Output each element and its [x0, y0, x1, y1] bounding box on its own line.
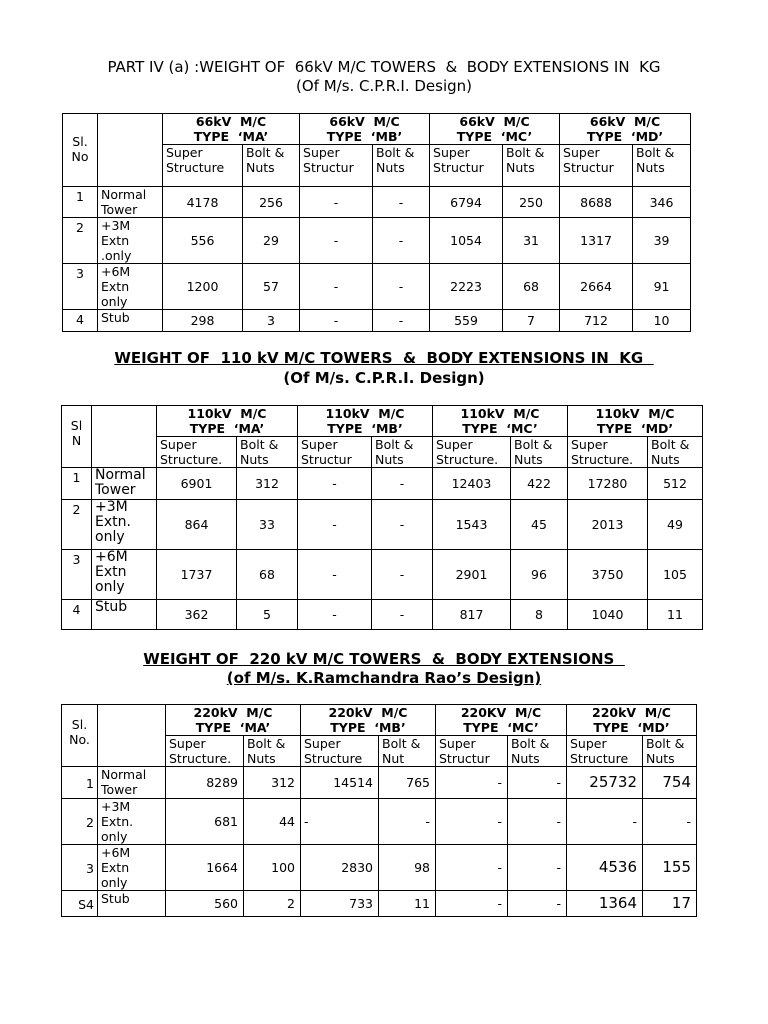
row-value: 2013 [568, 500, 648, 550]
table-row [62, 799, 697, 845]
row-sl: 3 [62, 845, 98, 891]
subheader-cell: Super Structure. [166, 736, 244, 767]
row-value: 2830 [301, 845, 379, 891]
row-sl: 2 [63, 218, 98, 264]
row-sl: 4 [62, 600, 92, 630]
desc-header [98, 114, 163, 187]
row-value: - [643, 799, 697, 845]
row-value: 57 [243, 264, 300, 310]
row-value: - [373, 187, 430, 218]
header-row [62, 705, 697, 736]
row-sl: 2 [62, 799, 98, 845]
row-value: 6901 [157, 468, 237, 500]
row-desc: Normal Tower [92, 468, 157, 500]
row-value: 250 [503, 187, 560, 218]
subheader-cell: Super Structure. [568, 437, 648, 468]
row-value: 2664 [560, 264, 633, 310]
row-value: 5 [237, 600, 298, 630]
type-header: 66kV M/C TYPE ‘MB’ [300, 114, 430, 145]
row-value: - [300, 264, 373, 310]
row-value: 4536 [567, 845, 643, 891]
row-value: 298 [163, 310, 243, 332]
subheader-cell: Super Structure [301, 736, 379, 767]
row-value: 44 [244, 799, 301, 845]
table-row [63, 264, 691, 310]
row-value: 45 [511, 500, 568, 550]
row-value: - [508, 891, 567, 917]
row-value: - [298, 600, 372, 630]
subheader-cell: Super Structur [436, 736, 508, 767]
row-value: - [300, 218, 373, 264]
table-110kv [61, 405, 703, 630]
row-value: - [379, 799, 436, 845]
row-desc: +3M Extn. only [98, 799, 166, 845]
row-sl: 4 [63, 310, 98, 332]
row-value: - [373, 310, 430, 332]
row-value: 68 [503, 264, 560, 310]
row-value: 11 [379, 891, 436, 917]
row-value: 312 [237, 468, 298, 500]
type-header: 220KV M/C TYPE ‘MC’ [436, 705, 567, 736]
row-value: - [373, 218, 430, 264]
row-value: 559 [430, 310, 503, 332]
section1-title: PART IV (a) :WEIGHT OF 66kV M/C TOWERS & BODY EXTENSIONS IN KG [107, 58, 661, 76]
subheader-cell: Bolt & Nuts [237, 437, 298, 468]
table-220kv [61, 704, 697, 917]
subheader-cell: Bolt & Nuts [643, 736, 697, 767]
row-desc: +6M Extn only [92, 550, 157, 600]
row-desc: +6M Extn only [98, 264, 163, 310]
row-value: 864 [157, 500, 237, 550]
table-row [62, 891, 697, 917]
type-header: 220kV M/C TYPE ‘MB’ [301, 705, 436, 736]
row-desc: +6M Extn only [98, 845, 166, 891]
table-66kv [62, 113, 691, 332]
row-value: 2901 [433, 550, 511, 600]
row-value: 1737 [157, 550, 237, 600]
section3-title: WEIGHT OF 220 kV M/C TOWERS & BODY EXTENSIONS [143, 650, 625, 668]
row-value: 1317 [560, 218, 633, 264]
row-value: 96 [511, 550, 568, 600]
row-value: 1054 [430, 218, 503, 264]
subheader-cell: Bolt & Nuts [373, 145, 430, 187]
row-value: 39 [633, 218, 691, 264]
row-value: - [301, 799, 379, 845]
subheader-cell: Bolt & Nuts [503, 145, 560, 187]
sl-header: Sl. No. [62, 705, 98, 767]
subheader-cell: Bolt & Nuts [648, 437, 703, 468]
row-sl: 1 [63, 187, 98, 218]
row-value: - [372, 500, 433, 550]
row-value: - [436, 845, 508, 891]
row-value: - [300, 187, 373, 218]
row-value: 362 [157, 600, 237, 630]
type-header: 66kV M/C TYPE ‘MA’ [163, 114, 300, 145]
subheader-cell: Super Structure [163, 145, 243, 187]
section1-subtitle: (Of M/s. C.P.R.I. Design) [295, 77, 473, 95]
row-value: 1543 [433, 500, 511, 550]
row-value: 12403 [433, 468, 511, 500]
row-value: 512 [648, 468, 703, 500]
subheader-cell: Super Structur [298, 437, 372, 468]
row-value: 29 [243, 218, 300, 264]
row-value: - [298, 500, 372, 550]
sl-header: Sl. No [63, 114, 98, 187]
row-value: - [372, 550, 433, 600]
row-sl: S4 [62, 891, 98, 917]
row-value: 1040 [568, 600, 648, 630]
subheader-cell: Super Structure [567, 736, 643, 767]
row-desc: +3M Extn. only [92, 500, 157, 550]
row-sl: 1 [62, 767, 98, 799]
row-value: - [508, 767, 567, 799]
row-value: 8688 [560, 187, 633, 218]
row-sl: 3 [63, 264, 98, 310]
row-value: 256 [243, 187, 300, 218]
type-header: 110kV M/C TYPE ‘MC’ [433, 406, 568, 437]
row-value: 4178 [163, 187, 243, 218]
table-row [63, 218, 691, 264]
row-sl: 3 [62, 550, 92, 600]
type-header: 110kV M/C TYPE ‘MD’ [568, 406, 703, 437]
desc-header [98, 705, 166, 767]
subheader-cell: Bolt & Nuts [372, 437, 433, 468]
row-desc: Normal Tower [98, 187, 163, 218]
row-value: 346 [633, 187, 691, 218]
row-value: 155 [643, 845, 697, 891]
table-row [63, 187, 691, 218]
row-value: 91 [633, 264, 691, 310]
row-value: 2223 [430, 264, 503, 310]
row-desc: +3M Extn .only [98, 218, 163, 264]
subheader-cell: Bolt & Nuts [633, 145, 691, 187]
section2-subtitle: (Of M/s. C.P.R.I. Design) [283, 369, 485, 387]
sl-header: Sl N [62, 406, 92, 468]
row-desc: Stub [98, 310, 163, 332]
row-value: 98 [379, 845, 436, 891]
row-value: 8 [511, 600, 568, 630]
subheader-cell: Super Structur [430, 145, 503, 187]
row-value: - [436, 891, 508, 917]
subheader-cell: Super Structure. [433, 437, 511, 468]
row-desc: Stub [98, 891, 166, 917]
row-value: 17 [643, 891, 697, 917]
row-value: 31 [503, 218, 560, 264]
desc-header [92, 406, 157, 468]
row-value: - [508, 799, 567, 845]
subheader-cell: Bolt & Nuts [511, 437, 568, 468]
type-header: 110kV M/C TYPE ‘MA’ [157, 406, 298, 437]
row-desc: Stub [92, 600, 157, 630]
header-row [62, 406, 703, 437]
table-row [62, 767, 697, 799]
row-value: 7 [503, 310, 560, 332]
row-value: - [372, 468, 433, 500]
row-value: 1200 [163, 264, 243, 310]
table-row [62, 550, 703, 600]
subheader-cell: Super Structur [560, 145, 633, 187]
row-value: - [298, 550, 372, 600]
header-row [63, 114, 691, 145]
section3-subtitle: (of M/s. K.Ramchandra Rao’s Design) [226, 669, 542, 687]
row-value: 712 [560, 310, 633, 332]
row-value: 33 [237, 500, 298, 550]
row-value: 100 [244, 845, 301, 891]
row-value: 1664 [166, 845, 244, 891]
row-value: 556 [163, 218, 243, 264]
table-row [62, 845, 697, 891]
row-value: 10 [633, 310, 691, 332]
subheader-row [62, 437, 703, 468]
table-row [62, 468, 703, 500]
row-value: 17280 [568, 468, 648, 500]
row-value: 560 [166, 891, 244, 917]
row-value: 8289 [166, 767, 244, 799]
row-value: 3750 [568, 550, 648, 600]
subheader-cell: Super Structure. [157, 437, 237, 468]
subheader-cell: Bolt & Nuts [244, 736, 301, 767]
subheader-cell: Bolt & Nuts [508, 736, 567, 767]
row-value: 3 [243, 310, 300, 332]
type-header: 220kV M/C TYPE ‘MA’ [166, 705, 301, 736]
row-value: - [300, 310, 373, 332]
row-value: 312 [244, 767, 301, 799]
row-value: 105 [648, 550, 703, 600]
row-value: 1364 [567, 891, 643, 917]
subheader-cell: Bolt & Nut [379, 736, 436, 767]
row-value: 817 [433, 600, 511, 630]
row-value: - [298, 468, 372, 500]
row-value: 68 [237, 550, 298, 600]
row-sl: 1 [62, 468, 92, 500]
row-value: - [567, 799, 643, 845]
row-value: 2 [244, 891, 301, 917]
type-header: 220kV M/C TYPE ‘MD’ [567, 705, 697, 736]
row-value: - [436, 799, 508, 845]
row-value: - [373, 264, 430, 310]
subheader-cell: Super Structur [300, 145, 373, 187]
type-header: 66kV M/C TYPE ‘MC’ [430, 114, 560, 145]
subheader-cell: Bolt & Nuts [243, 145, 300, 187]
table-row [62, 600, 703, 630]
row-value: 11 [648, 600, 703, 630]
table-row [63, 310, 691, 332]
row-value: 765 [379, 767, 436, 799]
section2-title: WEIGHT OF 110 kV M/C TOWERS & BODY EXTENSIONS IN KG [114, 349, 654, 367]
row-value: 754 [643, 767, 697, 799]
row-value: - [436, 767, 508, 799]
table-row [62, 500, 703, 550]
row-value: 733 [301, 891, 379, 917]
row-value: 25732 [567, 767, 643, 799]
row-desc: Normal Tower [98, 767, 166, 799]
row-value: - [508, 845, 567, 891]
row-value: - [372, 600, 433, 630]
row-value: 49 [648, 500, 703, 550]
type-header: 66kV M/C TYPE ‘MD’ [560, 114, 691, 145]
row-value: 14514 [301, 767, 379, 799]
row-value: 422 [511, 468, 568, 500]
row-sl: 2 [62, 500, 92, 550]
row-value: 6794 [430, 187, 503, 218]
type-header: 110kV M/C TYPE ‘MB’ [298, 406, 433, 437]
row-value: 681 [166, 799, 244, 845]
